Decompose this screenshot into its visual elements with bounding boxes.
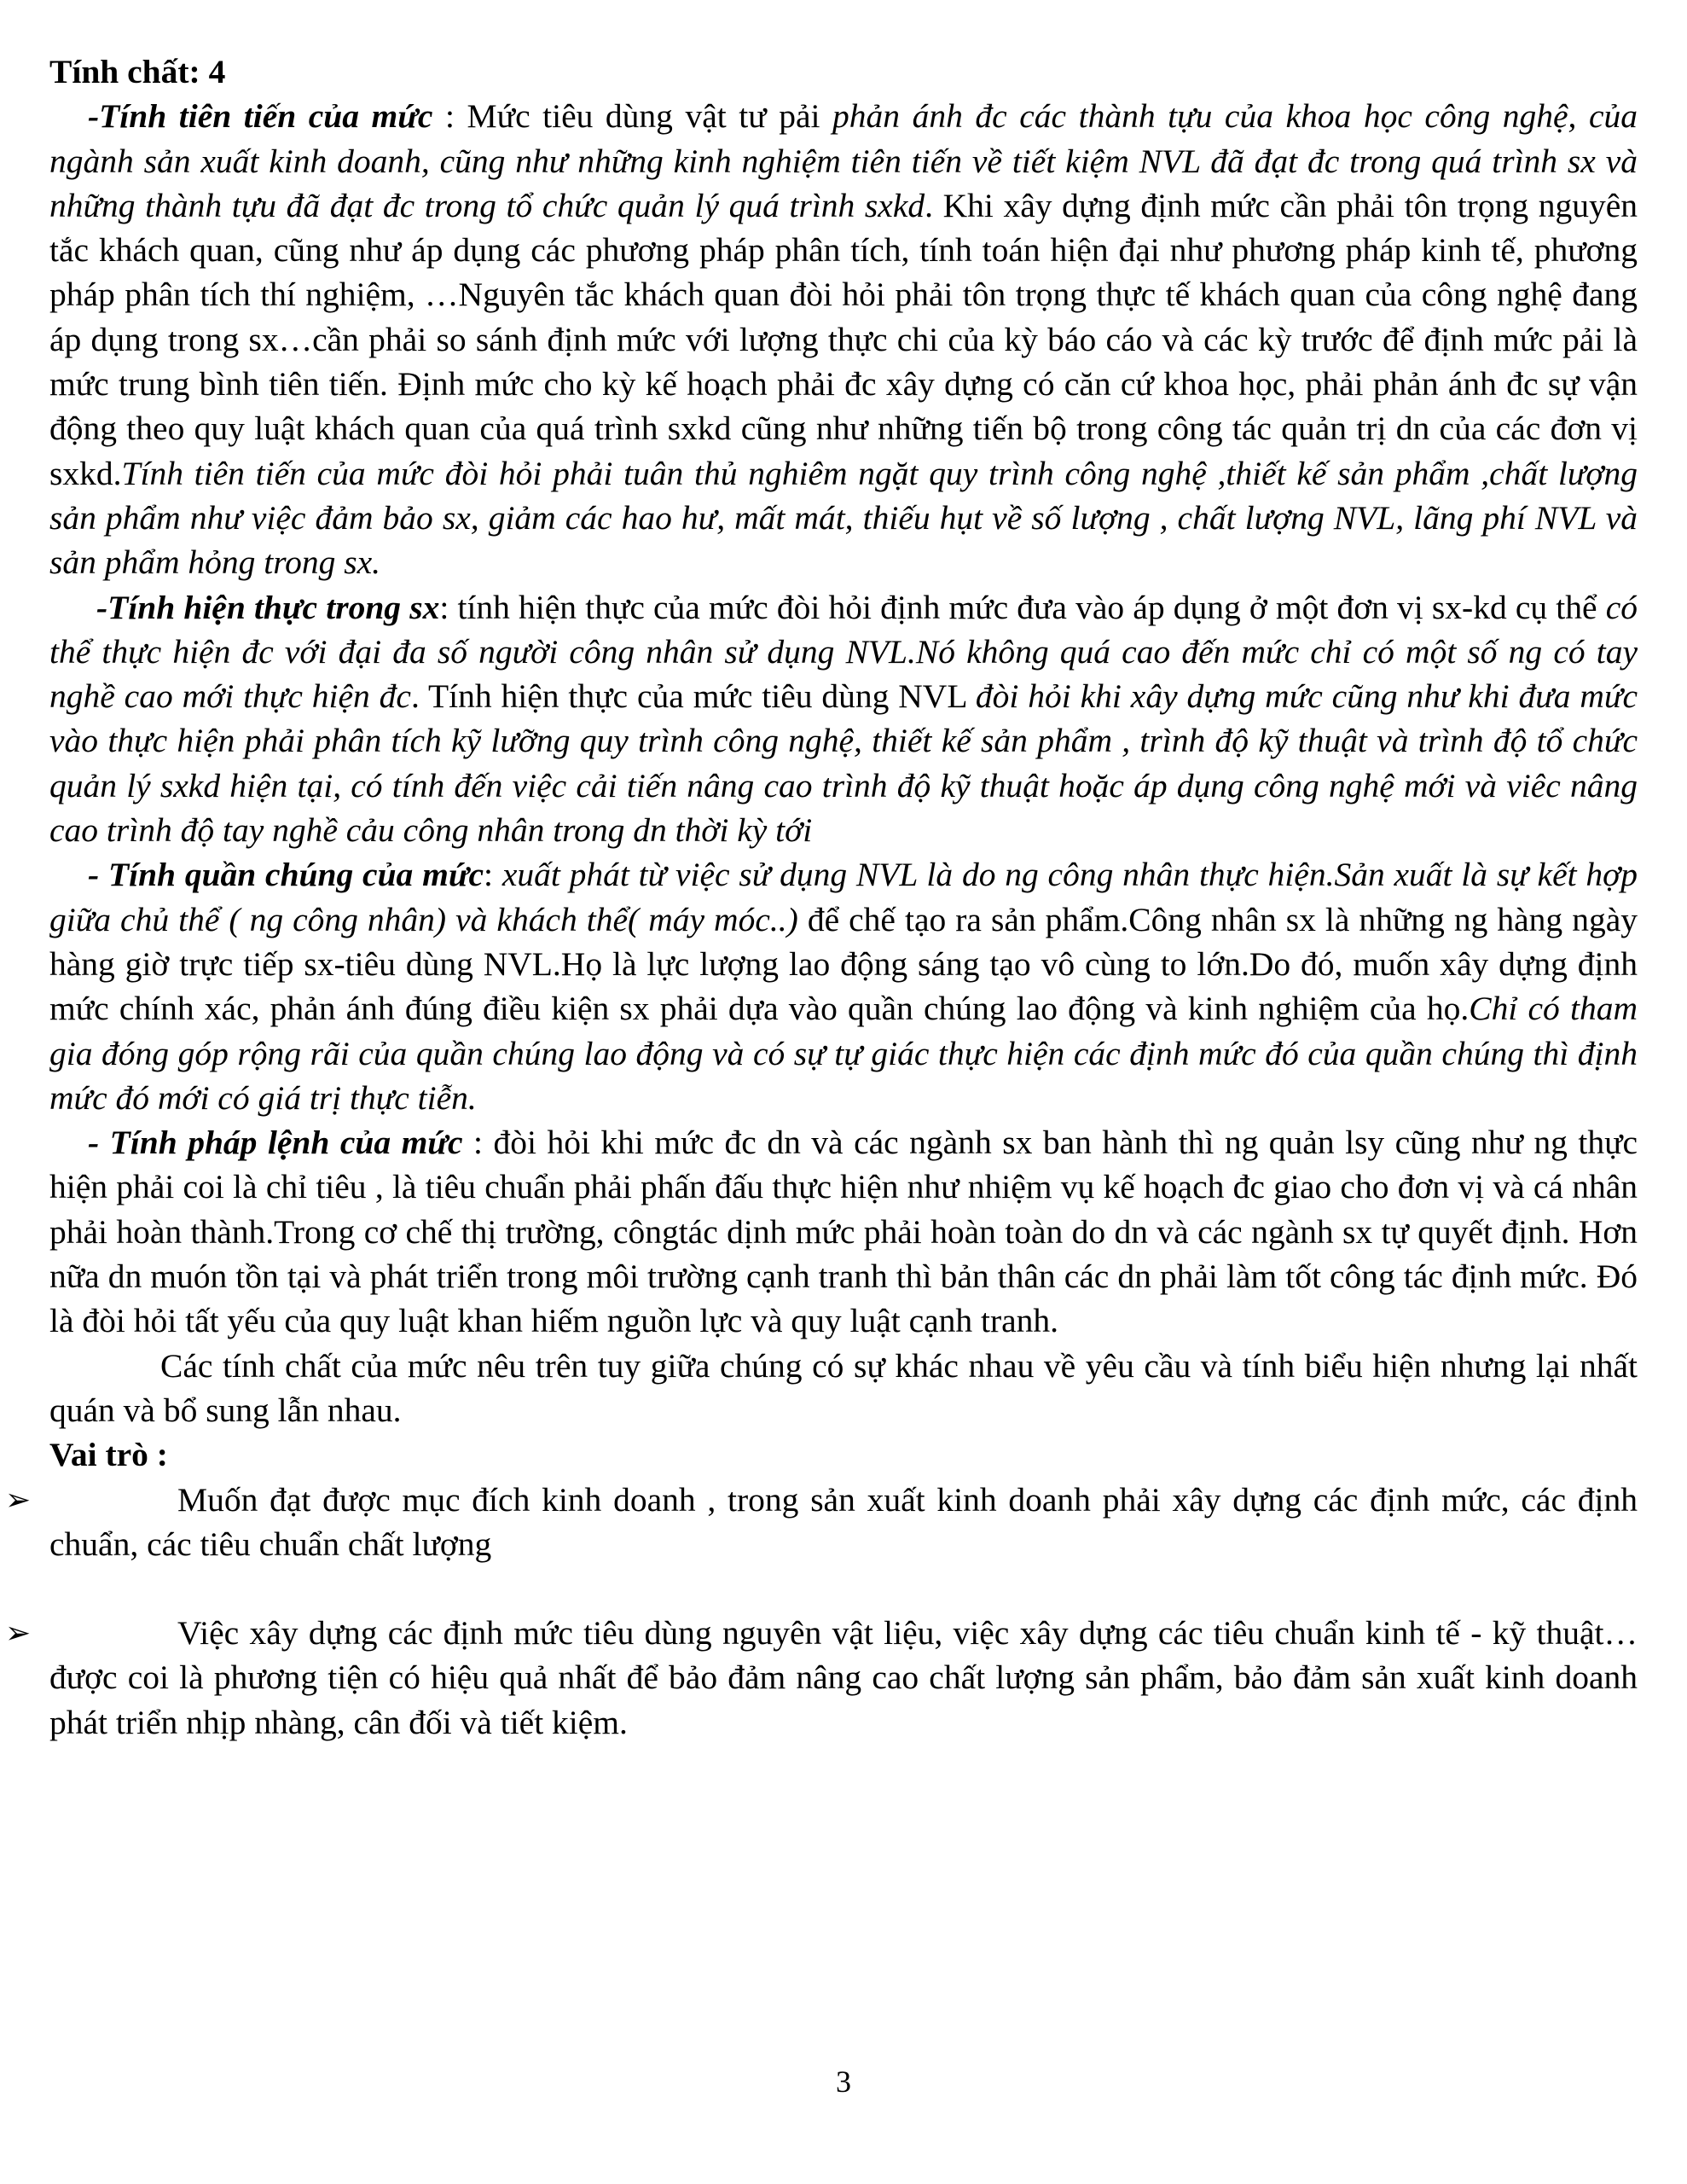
list-item: [5, 1478, 1638, 1567]
arrow-bullet-icon: ➢: [5, 1482, 32, 1517]
term-tinh-hien-thuc: Tính hiện thực trong sx: [107, 588, 440, 626]
paragraph-tinh-hien-thuc: [49, 585, 1638, 853]
text-segment: . Tính hiện thực của mức tiêu dùng NVL: [410, 677, 976, 716]
paragraph-tinh-tien-tien: [49, 94, 1638, 584]
italic-segment: xuất phát từ việc sử dụng NVL là do ng công nhân thực hiện.Sản xuất là sự kết hợp giữa chủ thể ( ng công nhân) và khách thể( máy móc..): [49, 856, 1638, 938]
italic-segment: Tính tiên tiến của mức đòi hỏi phải tuân thủ nghiêm ngặt quy trình công nghệ ,thiết kế sản phẩm ,chất lượng sản phẩm như việc đảm bảo sx, giảm các hao hư, mất mát, thiếu hụt về số lượng , chất lượng NVL, lãng phí NVL và sản phẩm hỏng trong sx.: [49, 454, 1638, 582]
italic-segment: đòi hỏi khi xây dựng mức cũng như khi đưa mức vào thực hiện phải phân tích kỹ lưỡng quy trình công nghệ, thiết kế sản phẩm , trình độ kỹ thuật và trình độ tổ chức quản lý sxkd hiện tại, có tính đến việc cải tiến nâng cao trình độ kỹ thuật hoặc áp dụng công nghệ mới và viêc nâng cao trình độ tay nghề cảu công nhân trong dn thời kỳ tới: [49, 677, 1638, 850]
paragraph-tinh-quan-chung: [49, 852, 1638, 1120]
arrow-bullet-icon: ➢: [5, 1616, 32, 1651]
list-item: [5, 1611, 1638, 1745]
paragraph-tinh-phap-lenh: [49, 1120, 1638, 1343]
paragraph-dash: -: [88, 1124, 110, 1162]
text-segment: : đòi hỏi khi mức đc dn và các ngành sx ban hành thì ng quản lsy cũng như ng thực hiện phải coi là chỉ tiêu , là tiêu chuẩn phải phấn đấu thực hiện như nhiệm vụ kế hoạch đc giao cho đơn vị và cá nhân phải hoàn thành.Trong cơ chế thị trường, côngtác dịnh mức phải hoàn toàn do dn và các ngành sx tự quyết định. Hơn nữa dn muón tồn tại và phát triển trong môi trường cạnh tranh thì bản thân các dn phải làm tốt công tác định mức. Đó là đòi hỏi tất yếu của quy luật khan hiếm nguồn lực và quy luật cạnh tranh.: [49, 1124, 1638, 1340]
heading-tinh-chat: Tính chất: 4: [49, 53, 226, 90]
heading-vai-tro: Vai trò :: [49, 1436, 168, 1474]
bullet-text: Việc xây dựng các định mức tiêu dùng nguyên vật liệu, việc xây dựng các tiêu chuẩn kinh tế - kỹ thuật… được coi là phương tiện có hiệu quả nhất để bảo đảm nâng cao chất lượng sản phẩm, bảo đảm sản xuất kinh doanh phát triển nhịp nhàng, cân đối và tiết kiệm.: [49, 1614, 1638, 1741]
paragraph-dash: -: [88, 856, 108, 894]
text-segment: :: [484, 856, 502, 894]
paragraph-summary: Các tính chất của mức nêu trên tuy giữa chúng có sự khác nhau về yêu cầu và tính biểu hiện nhưng lại nhất quán và bổ sung lẫn nhau.: [49, 1346, 1638, 1429]
italic-segment: phản ánh đc các thành tựu của khoa học công nghệ, của ngành sản xuất kinh doanh, cũng như những kinh nghiệm tiên tiến về tiết kiệm NVL đã đạt đc trong quá trình sx và những thành tựu đã đạt đc trong tổ chức quản lý quá trình sxkd: [49, 97, 1638, 224]
bullet-text: Muốn đạt được mục đích kinh doanh , trong sản xuất kinh doanh phải xây dựng các định mức, các định chuẩn, các tiêu chuẩn chất lượng: [49, 1480, 1638, 1563]
paragraph-dash: -: [88, 97, 100, 136]
italic-segment: Chỉ có tham gia đóng góp rộng rãi của quần chúng lao động và có sự tự giác thực hiện các định mức đó của quần chúng thì định mức đó mới có giá trị thực tiễn.: [49, 990, 1638, 1117]
term-tinh-tien-tien: Tính tiên tiến của mức: [99, 97, 433, 136]
page-number: 3: [836, 2065, 851, 2099]
document-page: [5, 49, 1638, 1745]
text-segment: để chế tạo ra sản phẩm.Công nhân sx là những ng hàng ngày hàng giờ trực tiếp sx-tiêu dùng NVL.Họ là lực lượng lao động sáng tạo vô cùng to lớn.Do đó, muốn xây dựng định mức chính xác, phản ánh đúng điều kiện sx phải dựa vào quần chúng lao động và kinh nghiệm của họ.: [49, 900, 1638, 1028]
text-segment: . Khi xây dựng định mức cần phải tôn trọng nguyên tắc khách quan, cũng như áp dụng các phương pháp phân tích, tính toán hiện đại như phương pháp kinh tế, phương pháp phân tích thí nghiệm, …Nguyên tắc khách quan đòi hỏi phải tôn trọng thực tế khách quan của công nghệ đang áp dụng trong sx…cần phải so sánh định mức với lượng thực chi của kỳ báo cáo và các kỳ trước để định mức pải là mức trung bình tiên tiến. Định mức cho kỳ kế hoạch phải đc xây dựng có căn cứ khoa học, phải phản ánh đc sự vận động theo quy luật khách quan của quá trình sxkd cũng như những tiến bộ trong công tác quản trị dn của các đơn vị sxkd.: [49, 186, 1638, 492]
italic-segment: có thể thực hiện đc với đại đa số người công nhân sử dụng NVL.Nó không quá cao đến mức chỉ có một số ng có tay nghề cao mới thực hiện đc: [49, 588, 1638, 716]
term-tinh-phap-lenh: Tính pháp lệnh của mức: [109, 1124, 463, 1162]
term-tinh-quan-chung: Tính quần chúng của mức: [107, 856, 484, 894]
text-segment: : Mức tiêu dùng vật tư pải: [432, 97, 833, 136]
spacer: [49, 1566, 1638, 1611]
text-segment: : tính hiện thực của mức đòi hỏi định mức đưa vào áp dụng ở một đơn vị sx-kd cụ thể: [439, 588, 1606, 626]
paragraph-dash: -: [96, 588, 108, 626]
